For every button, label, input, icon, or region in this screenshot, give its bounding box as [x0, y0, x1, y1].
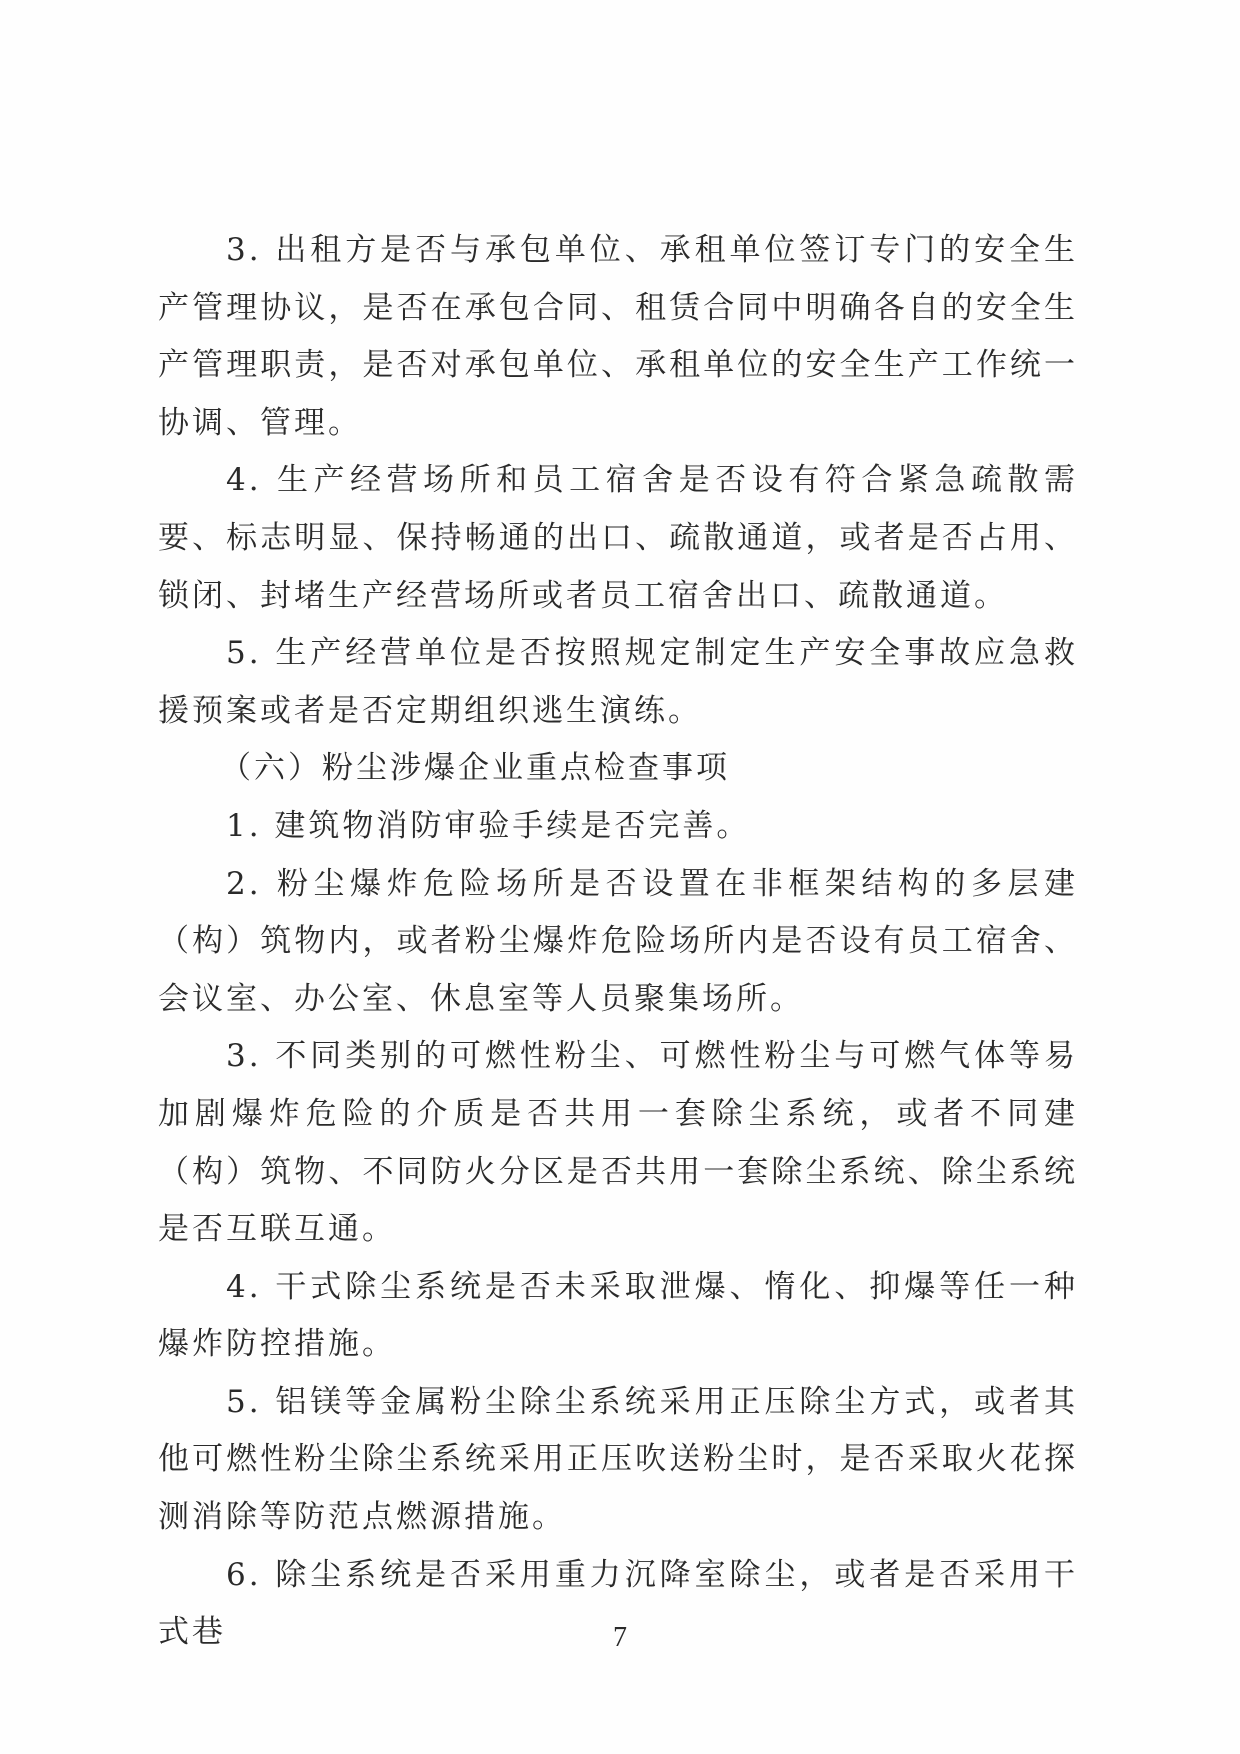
paragraph-item-5-emergency: 5. 生产经营单位是否按照规定制定生产安全事故应急救援预案或者是否定期组织逃生演练。	[158, 635, 1078, 729]
dust-item-6: 6. 除尘系统是否采用重力沉降室除尘，或者是否采用干式巷	[158, 1556, 1078, 1651]
dust-item-1: 1. 建筑物消防审验手续是否完善。	[226, 807, 751, 844]
paragraph-item-4-exits: 4. 生产经营场所和员工宿舍是否设有符合紧急疏散需要、标志明显、保持畅通的出口、疏散通道，或者是否占用、锁闭、封堵生产经营场所或者员工宿舍出口、疏散通道。	[158, 462, 1078, 614]
document-body	[158, 222, 1078, 1662]
dust-item-5: 5. 铝镁等金属粉尘除尘系统采用正压除尘方式，或者其他可燃性粉尘除尘系统采用正压吹送粉尘时，是否采取火花探测消除等防范点燃源措施。	[158, 1383, 1078, 1536]
section-heading: （六）粉尘涉爆企业重点检查事项	[220, 750, 730, 787]
dust-item-3: 3. 不同类别的可燃性粉尘、可燃性粉尘与可燃气体等易加剧爆炸危险的介质是否共用一套除尘系统，或者不同建（构）筑物、不同防火分区是否共用一套除尘系统、除尘系统是否互联互通。	[158, 1038, 1078, 1248]
page-number: 7	[613, 1622, 627, 1653]
dust-item-4: 4. 干式除尘系统是否未采取泄爆、惰化、抑爆等任一种爆炸防控措施。	[158, 1268, 1078, 1363]
paragraph-item-3-lease: 3. 出租方是否与承包单位、承租单位签订专门的安全生产管理协议，是否在承包合同、租赁合同中明确各自的安全生产管理职责，是否对承包单位、承租单位的安全生产工作统一协调、管理。	[158, 232, 1078, 441]
dust-item-2: 2. 粉尘爆炸危险场所是否设置在非框架结构的多层建（构）筑物内，或者粉尘爆炸危险场所内是否设有员工宿舍、会议室、办公室、休息室等人员聚集场所。	[158, 865, 1078, 1017]
